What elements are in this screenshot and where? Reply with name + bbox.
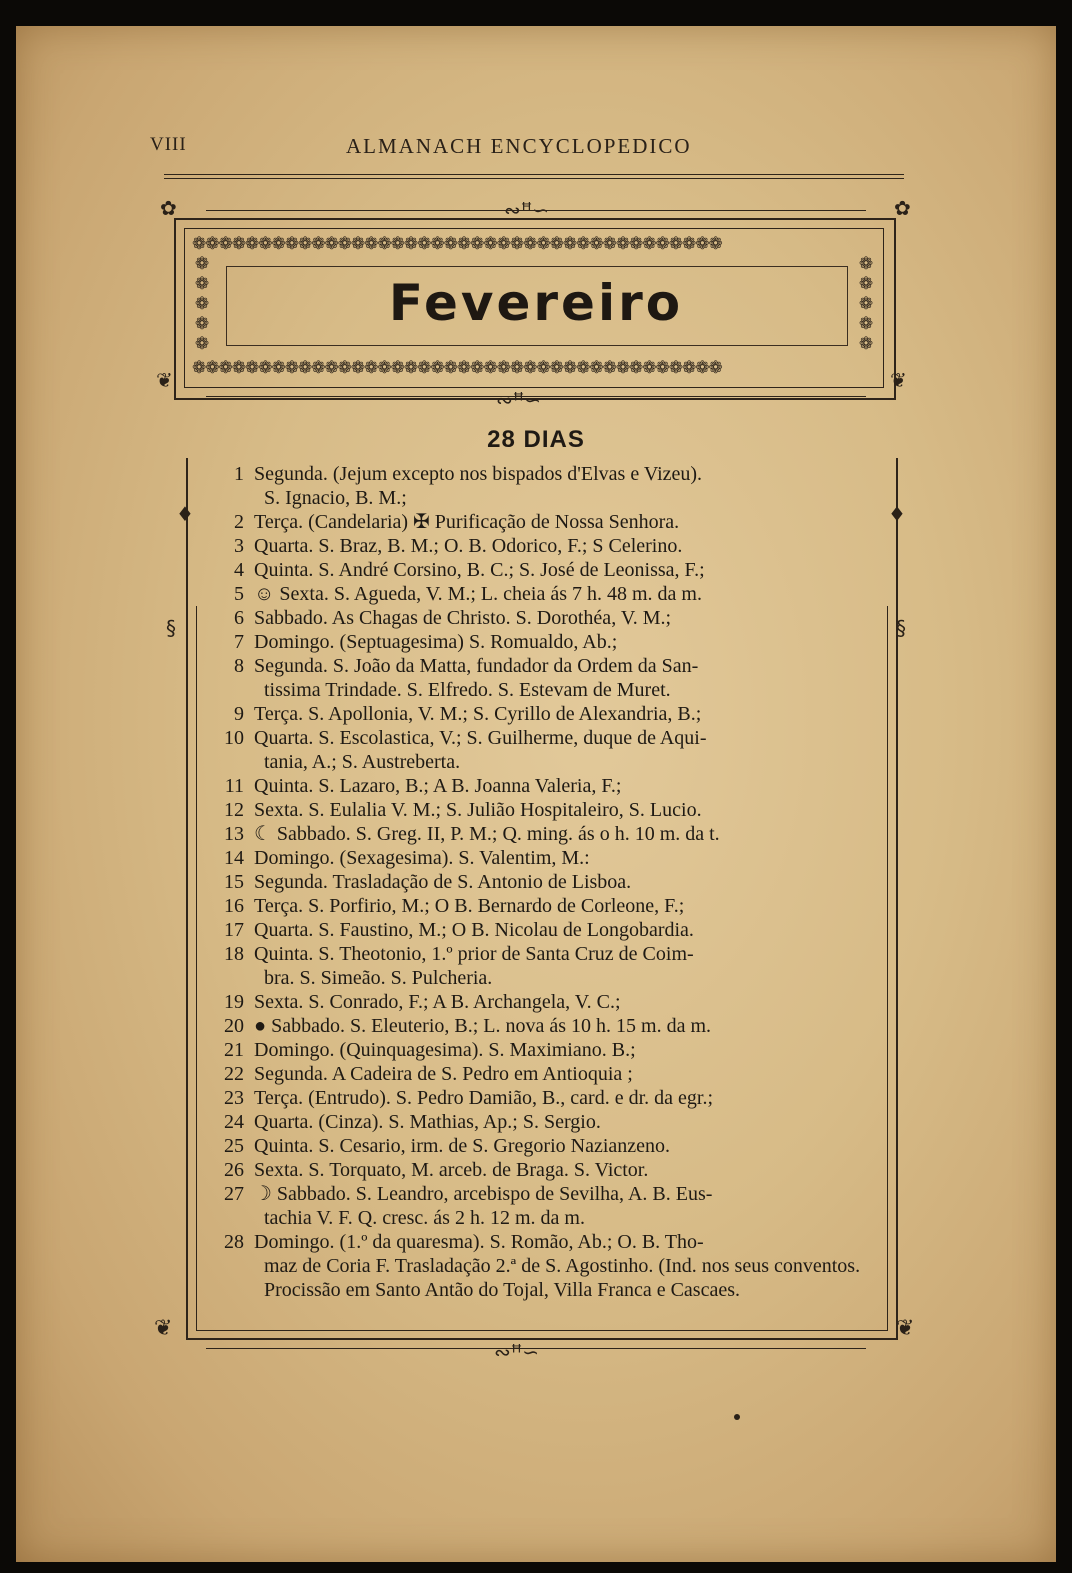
day-number: 13 (224, 823, 244, 845)
day-number: 23 (224, 1087, 244, 1109)
day-number: 7 (234, 631, 244, 653)
day-entry (196, 846, 886, 870)
day-entry (196, 702, 886, 726)
day-text (254, 990, 886, 1014)
day-text (254, 894, 886, 918)
day-number: 15 (224, 871, 244, 893)
day-number: 25 (224, 1135, 244, 1157)
day-text-continuation: S. Ignacio, B. M.; (264, 487, 407, 509)
day-text (254, 1014, 886, 1038)
day-text (254, 726, 886, 774)
day-text (254, 870, 886, 894)
side-ornament-icon: ♦ (176, 502, 194, 526)
day-number: 24 (224, 1111, 244, 1133)
day-entry (196, 822, 886, 846)
day-entry (196, 558, 886, 582)
header-rule-2 (164, 178, 904, 179)
day-number: 27 (224, 1183, 244, 1205)
day-number: 18 (224, 943, 244, 965)
side-scroll-icon: § (166, 616, 176, 640)
day-entry (196, 1110, 886, 1134)
day-entry (196, 894, 886, 918)
dotted-border-top: ❁❁❁❁❁❁❁❁❁❁❁❁❁❁❁❁❁❁❁❁❁❁❁❁❁❁❁❁❁❁❁❁❁❁❁❁❁❁❁❁ (192, 234, 722, 254)
day-text-line: Quinta. S. Cesario, irm. de S. Gregorio Nazianzeno. (254, 1135, 671, 1157)
day-entry (196, 1062, 886, 1086)
day-entry (196, 1038, 886, 1062)
day-number: 10 (224, 727, 244, 749)
day-text-line: Terça. S. Apollonia, V. M.; S. Cyrillo de Alexandria, B.; (254, 703, 702, 725)
ink-dot (734, 1414, 740, 1420)
day-entry (196, 510, 886, 534)
day-text-line: Quinta. S. Lazaro, B.; A B. Joanna Valeria, F.; (254, 775, 622, 797)
side-ornament-icon: ♦ (888, 502, 906, 526)
corner-flourish-icon: ✿ (894, 196, 911, 220)
day-entry (196, 918, 886, 942)
running-title: ALMANACH ENCYCLOPEDICO (346, 134, 692, 158)
day-number: 6 (234, 607, 244, 629)
day-text-line: Domingo. (Sexagesima). S. Valentim, M.: (254, 847, 590, 869)
day-number: 11 (224, 775, 244, 797)
day-text-line: Sabbado. As Chagas de Christo. S. Dorothéa, V. M.; (254, 607, 672, 629)
day-text (254, 582, 886, 606)
day-text-line: Segunda. Trasladação de S. Antonio de Lisboa. (254, 871, 632, 893)
day-entry (196, 654, 886, 702)
day-number: 5 (234, 583, 244, 605)
corner-flourish-icon: ❦ (896, 1316, 915, 1341)
dotted-border-left: ❁ ❁ ❁ ❁ ❁ (194, 254, 210, 354)
day-text-line: Sexta. S. Eulalia V. M.; S. Julião Hospitaleiro, S. Lucio. (254, 799, 702, 821)
day-text (254, 630, 886, 654)
day-number: 16 (224, 895, 244, 917)
day-number: 21 (224, 1039, 244, 1061)
side-scroll-icon: § (896, 616, 906, 640)
day-text-continuation: bra. S. Simeão. S. Pulcheria. (264, 967, 493, 989)
day-text (254, 918, 886, 942)
day-entry (196, 1158, 886, 1182)
day-entry (196, 630, 886, 654)
day-text-line: Segunda. S. João da Matta, fundador da Ordem da San- (254, 655, 699, 677)
day-entry (196, 1086, 886, 1110)
day-entry (196, 1230, 886, 1302)
day-text (254, 798, 886, 822)
day-entry (196, 798, 886, 822)
day-text (254, 774, 886, 798)
day-text-line: Quarta. S. Faustino, M.; O B. Nicolau de Longobardia. (254, 919, 694, 941)
corner-flourish-icon: ✿ (160, 196, 177, 220)
top-center-flourish-icon: ∾ꟸ∽ (504, 198, 550, 222)
day-text-line: Quinta. S. Theotonio, 1.º prior de Santa Cruz de Coim- (254, 943, 694, 965)
day-text (254, 1182, 886, 1230)
day-number: 19 (224, 991, 244, 1013)
day-text (254, 1086, 886, 1110)
day-text-line: ☾ Sabbado. S. Greg. II, P. M.; Q. ming. ás o h. 10 m. da t. (254, 823, 720, 845)
bottom-center-flourish-icon: ∾ꟸ∽ (496, 388, 542, 412)
day-number: 2 (234, 511, 244, 533)
days-count: 28 DIAS (487, 426, 585, 453)
day-text (254, 534, 886, 558)
bottom-flourish-icon: ∾ꟸ∽ (494, 1340, 540, 1364)
day-text-line: Domingo. (Septuagesima) S. Romualdo, Ab.; (254, 631, 618, 653)
day-text (254, 1230, 886, 1302)
day-text (254, 942, 886, 990)
day-text (254, 1134, 886, 1158)
day-text-line: Quarta. S. Braz, B. M.; O. B. Odorico, F.; S Celerino. (254, 535, 683, 557)
day-number: 28 (224, 1231, 244, 1253)
page-number: VIII (150, 134, 187, 155)
day-text-continuation: tissima Trindade. S. Elfredo. S. Estevam de Muret. (264, 679, 671, 701)
day-text-line: Terça. (Entrudo). S. Pedro Damião, B., card. e dr. da egr.; (254, 1087, 714, 1109)
day-text (254, 1110, 886, 1134)
day-entry (196, 1014, 886, 1038)
day-number: 4 (234, 559, 244, 581)
day-entry (196, 582, 886, 606)
header-rule (164, 174, 904, 175)
day-text (254, 510, 886, 534)
day-text (254, 462, 886, 510)
day-text (254, 606, 886, 630)
day-text-line: ☺ Sexta. S. Agueda, V. M.; L. cheia ás 7 h. 48 m. da m. (254, 583, 702, 605)
day-text-line: ☽ Sabbado. S. Leandro, arcebispo de Sevilha, A. B. Eus- (254, 1183, 713, 1205)
day-text-line: Quarta. S. Escolastica, V.; S. Guilherme, duque de Aqui- (254, 727, 707, 749)
day-text-line: Quarta. (Cinza). S. Mathias, Ap.; S. Sergio. (254, 1111, 601, 1133)
day-entry (196, 774, 886, 798)
day-number: 8 (234, 655, 244, 677)
day-text-continuation: tachia V. F. Q. cresc. ás 2 h. 12 m. da m. (264, 1207, 585, 1229)
corner-flourish-icon: ❦ (890, 368, 907, 392)
day-text (254, 702, 886, 726)
day-entry (196, 726, 886, 774)
day-text-line: Sexta. S. Conrado, F.; A B. Archangela, V. C.; (254, 991, 621, 1013)
day-text (254, 822, 886, 846)
title-bottom-rule (206, 396, 866, 397)
day-entry (196, 870, 886, 894)
day-text-continuation: maz de Coria F. Trasladação 2.ª de S. Agostinho. (Ind. nos seus conventos. Procissão em Santo Antão do Tojal, Villa Franca e Cascaes. (264, 1255, 861, 1301)
day-number: 17 (224, 919, 244, 941)
day-list (196, 462, 886, 1302)
day-number: 9 (234, 703, 244, 725)
day-text (254, 1038, 886, 1062)
corner-flourish-icon: ❦ (154, 1316, 173, 1341)
day-entry (196, 462, 886, 510)
dotted-border-bottom: ❁❁❁❁❁❁❁❁❁❁❁❁❁❁❁❁❁❁❁❁❁❁❁❁❁❁❁❁❁❁❁❁❁❁❁❁❁❁❁❁ (192, 358, 722, 378)
day-number: 12 (224, 799, 244, 821)
day-entry (196, 1134, 886, 1158)
day-text (254, 654, 886, 702)
corner-flourish-icon: ❦ (156, 368, 173, 392)
day-text-line: Segunda. A Cadeira de S. Pedro em Antioquia ; (254, 1063, 633, 1085)
day-entry (196, 990, 886, 1014)
day-number: 14 (224, 847, 244, 869)
day-entry (196, 1182, 886, 1230)
title-top-rule (206, 210, 866, 211)
day-text (254, 846, 886, 870)
day-text-line: Domingo. (1.º da quaresma). S. Romão, Ab.; O. B. Tho- (254, 1231, 704, 1253)
day-number: 26 (224, 1159, 244, 1181)
day-entry (196, 606, 886, 630)
almanac-page (16, 26, 1056, 1562)
day-text-line: Sexta. S. Torquato, M. arceb. de Braga. S. Victor. (254, 1159, 649, 1181)
day-text-line: Segunda. (Jejum excepto nos bispados d'Elvas e Vizeu). (254, 463, 703, 485)
day-text-line: ● Sabbado. S. Eleuterio, B.; L. nova ás 10 h. 15 m. da m. (254, 1015, 712, 1037)
day-text (254, 558, 886, 582)
day-number: 3 (234, 535, 244, 557)
day-text-line: Terça. S. Porfirio, M.; O B. Bernardo de Corleone, F.; (254, 895, 685, 917)
day-number: 1 (234, 463, 244, 485)
month-title: Fevereiro (388, 274, 684, 332)
day-number: 22 (224, 1063, 244, 1085)
day-text-line: Quinta. S. André Corsino, B. C.; S. José de Leonissa, F.; (254, 559, 705, 581)
day-text-line: Terça. (Candelaria) ✠ Purificação de Nossa Senhora. (254, 511, 680, 533)
day-text (254, 1062, 886, 1086)
day-number: 20 (224, 1015, 244, 1037)
day-text-line: Domingo. (Quinquagesima). S. Maximiano. B.; (254, 1039, 636, 1061)
day-text-continuation: tania, A.; S. Austreberta. (264, 751, 461, 773)
dotted-border-right: ❁ ❁ ❁ ❁ ❁ (858, 254, 874, 354)
day-text (254, 1158, 886, 1182)
day-entry (196, 942, 886, 990)
day-entry (196, 534, 886, 558)
